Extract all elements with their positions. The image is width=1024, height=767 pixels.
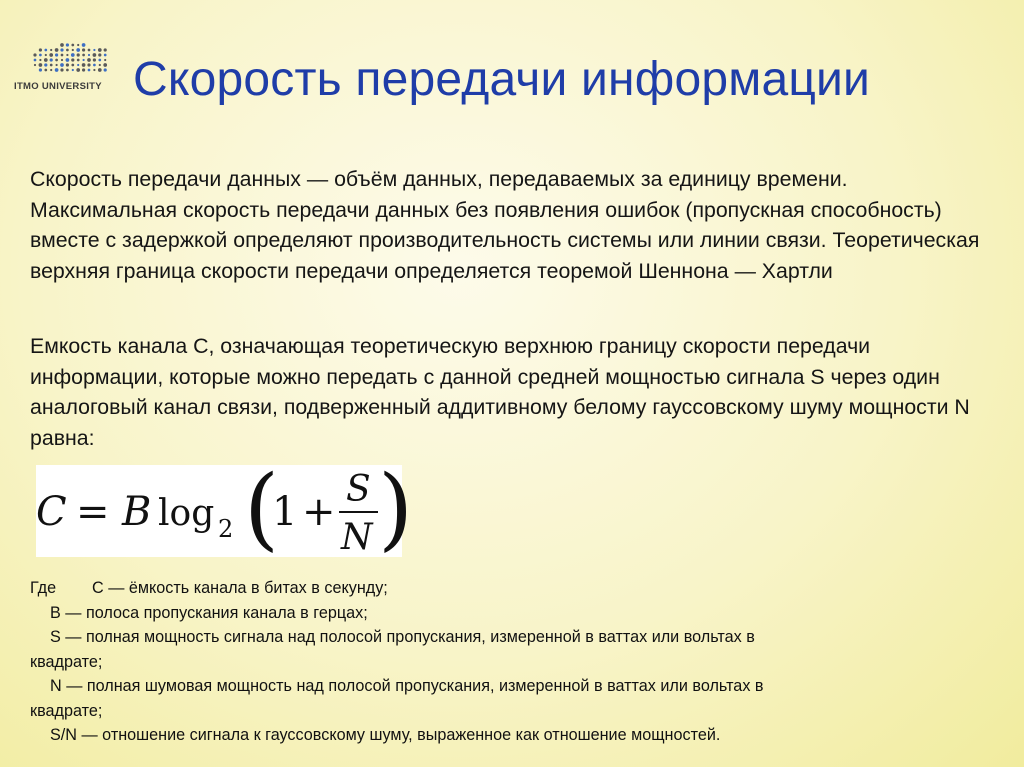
logo-dot bbox=[49, 53, 53, 57]
logo-dot bbox=[77, 64, 79, 66]
logo-dot bbox=[39, 54, 42, 57]
formula-equals: = bbox=[76, 489, 110, 535]
definition-n: N — полная шумовая мощность над полосой пропускания, измеренной в ваттах или вольтах в bbox=[50, 677, 764, 695]
logo-dot bbox=[71, 44, 74, 47]
logo-dot bbox=[39, 63, 43, 67]
logo-dot bbox=[93, 53, 97, 57]
logo-dot bbox=[98, 53, 101, 56]
logo-dot bbox=[50, 58, 53, 61]
logo-dot bbox=[61, 59, 63, 61]
logo-dot bbox=[66, 58, 70, 62]
logo-dot bbox=[33, 53, 36, 56]
logo-dot bbox=[93, 64, 96, 67]
slide-title: Скорость передачи информации bbox=[133, 53, 871, 106]
dot-grid-logo-icon bbox=[32, 42, 110, 74]
logo-dot bbox=[104, 59, 106, 61]
formula-c: C bbox=[36, 489, 67, 535]
logo-dot bbox=[82, 63, 86, 67]
logo-dot bbox=[103, 63, 107, 67]
formula-left-paren: ( bbox=[244, 456, 280, 561]
formula-plus: + bbox=[302, 489, 336, 535]
logo-dot bbox=[83, 59, 85, 61]
definition-c: Где С — ёмкость канала в битах в секунду; bbox=[30, 579, 388, 597]
logo-dot bbox=[93, 69, 95, 71]
formula-denominator: N bbox=[341, 517, 373, 558]
logo-dot bbox=[77, 59, 80, 62]
logo-dot bbox=[66, 49, 69, 52]
logo-dot bbox=[44, 58, 48, 62]
logo-dot bbox=[104, 54, 107, 57]
logo-dot bbox=[88, 54, 90, 56]
formula-graphic bbox=[36, 456, 414, 561]
definition-s-continued: квадрате; bbox=[30, 652, 103, 671]
logo-dot bbox=[55, 68, 59, 72]
logo-dot bbox=[55, 59, 58, 62]
logo-dot bbox=[44, 69, 47, 72]
where-label: Где bbox=[30, 579, 57, 597]
logo-dot bbox=[93, 58, 96, 61]
logo-dot bbox=[39, 48, 42, 51]
logo-dot bbox=[82, 68, 85, 71]
logo-dot bbox=[98, 68, 102, 72]
logo-dot bbox=[98, 48, 102, 52]
logo-dot bbox=[77, 44, 79, 46]
logo-dot bbox=[88, 69, 91, 72]
logo-dot bbox=[39, 68, 42, 71]
formula-log-base: 2 bbox=[218, 515, 234, 543]
logo-dot bbox=[61, 54, 64, 57]
definition-s: S — полная мощность сигнала над полосой пропускания, измеренной в ваттах или вольтах в bbox=[50, 628, 755, 646]
paragraph-data-rate: Скорость передачи данных — объём данных, передаваемых за единицу времени. Максимальная скорость передачи данных без появления ошибок (пропускная способность) вместе с задержкой определяют производительность системы или линии связи. Теоретическая верхняя граница скорости передачи определяется теоремой Шеннона — Хартли bbox=[30, 167, 980, 283]
logo-dot bbox=[71, 58, 74, 61]
logo-dot bbox=[50, 69, 52, 71]
logo-dot bbox=[76, 68, 80, 72]
logo-dot bbox=[104, 48, 107, 51]
logo-text: ITMO UNIVERSITY bbox=[14, 81, 102, 92]
logo-dot bbox=[34, 59, 37, 62]
logo-dot bbox=[45, 54, 47, 56]
definition-snr: S/N — отношение сигнала к гауссовскому шуму, выраженное как отношение мощностей. bbox=[50, 726, 721, 744]
logo-dot bbox=[34, 64, 36, 66]
definitions-list bbox=[30, 576, 1010, 748]
logo-dot bbox=[93, 49, 95, 51]
logo-dot bbox=[72, 69, 74, 71]
logo-dot bbox=[82, 54, 85, 57]
logo-dot bbox=[82, 43, 86, 47]
logo-dot bbox=[44, 49, 47, 52]
logo-dot bbox=[60, 68, 63, 71]
logo-dot bbox=[39, 59, 41, 61]
logo-dot bbox=[60, 43, 64, 47]
logo-dot bbox=[99, 64, 101, 66]
logo-dot bbox=[50, 49, 52, 51]
logo-dot bbox=[60, 48, 63, 51]
formula-log: log bbox=[158, 493, 215, 534]
logo-dot bbox=[66, 69, 69, 72]
formula-b: B bbox=[122, 489, 152, 535]
logo-dot bbox=[71, 64, 74, 67]
formula-numerator: S bbox=[346, 469, 371, 510]
logo-dot bbox=[98, 59, 101, 62]
logo-dot bbox=[76, 48, 80, 52]
logo-dot bbox=[72, 49, 74, 51]
formula-right-paren: ) bbox=[378, 456, 414, 561]
logo-dot bbox=[71, 53, 75, 57]
definition-n-continued: квадрате; bbox=[30, 701, 103, 720]
logo-dot bbox=[82, 48, 85, 51]
shannon-hartley-formula bbox=[36, 456, 414, 561]
logo-dot bbox=[55, 48, 59, 52]
logo-dot bbox=[60, 63, 64, 67]
logo-dot bbox=[104, 68, 107, 71]
logo-dot bbox=[66, 54, 68, 56]
logo-dot bbox=[87, 58, 91, 62]
logo-dot bbox=[88, 49, 91, 52]
formula-one: 1 bbox=[272, 489, 298, 535]
paragraph-channel-capacity: Емкость канала С, означающая теоретическую верхнюю границу скорости передачи информации, которые можно передать с данной средней мощностью сигнала S через один аналоговый канал связи, подверженный аддитивному белому гауссовскому шуму мощности N равна: bbox=[30, 334, 970, 450]
definition-b: B — полоса пропускания канала в герцах; bbox=[50, 603, 368, 622]
logo-dot bbox=[44, 63, 47, 66]
logo-dot bbox=[55, 53, 58, 56]
logo-dot bbox=[66, 63, 69, 66]
logo-dot bbox=[50, 64, 53, 67]
logo-dot bbox=[66, 43, 69, 46]
logo-dot bbox=[77, 53, 80, 56]
logo-dot bbox=[56, 64, 58, 66]
logo-dot bbox=[87, 63, 90, 66]
itmo-logo bbox=[14, 40, 118, 98]
